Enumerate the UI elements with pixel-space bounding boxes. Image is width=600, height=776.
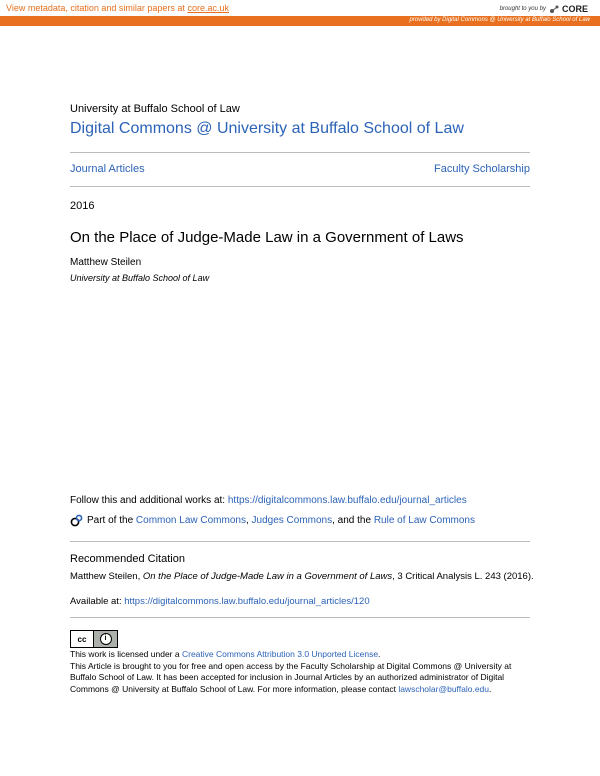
divider	[70, 152, 530, 153]
cc-license-link[interactable]: Creative Commons Attribution 3.0 Unported License	[181, 649, 379, 659]
license-prefix: This work is licensed under a	[70, 649, 182, 659]
citation-text	[70, 570, 540, 583]
faculty-scholarship-link[interactable]: Faculty Scholarship	[434, 163, 530, 175]
article-title: On the Place of Judge-Made Law in a Government of Laws	[70, 229, 464, 246]
divider	[70, 617, 530, 618]
license-text	[70, 649, 532, 695]
separator: , and the	[332, 515, 374, 526]
license-body: This Article is brought to you for free and open access by the Faculty Scholarship at Digital Commons @ University at Buffalo School of Law. It has been accepted for inclusion in Journal Articles by an authorized administrator of Digital Commons @ University at Buffalo School of Law. For more information, please contact	[70, 660, 512, 694]
available-at-label: Available at:	[70, 596, 125, 607]
license-suffix: .	[378, 649, 381, 659]
divider	[70, 186, 530, 187]
cc-logo-text: cc	[71, 631, 94, 647]
journal-articles-link[interactable]: Journal Articles	[70, 163, 145, 175]
repository-link[interactable]: Digital Commons @ University at Buffalo School of Law	[70, 120, 464, 137]
core-site-link[interactable]: core.ac.uk	[187, 3, 229, 13]
part-of-prefix: Part of the	[87, 515, 136, 526]
core-metadata-link[interactable]	[6, 3, 229, 13]
citation-source: , 3 Critical Analysis L. 243 (2016).	[392, 571, 534, 582]
attribution-icon: i	[100, 633, 112, 645]
core-link-text: View metadata, citation and similar papers at	[6, 3, 188, 13]
recommended-citation-heading: Recommended Citation	[70, 553, 185, 565]
part-of-line	[70, 514, 475, 527]
brought-by-text: brought to you by	[499, 6, 546, 12]
citation-author: Matthew Steilen,	[70, 571, 143, 582]
follow-line	[70, 495, 467, 506]
judges-commons-link[interactable]: Judges Commons	[251, 515, 333, 526]
core-brand-name: CORE	[561, 4, 588, 14]
author-name: Matthew Steilen	[70, 257, 142, 268]
common-law-commons-link[interactable]: Common Law Commons	[135, 515, 246, 526]
core-logo-icon	[549, 4, 559, 14]
publication-year: 2016	[70, 200, 95, 212]
institution-name: University at Buffalo School of Law	[70, 103, 240, 115]
creative-commons-badge-icon[interactable]	[70, 630, 118, 648]
license-end: .	[489, 683, 492, 694]
citation-availability	[70, 596, 370, 607]
divider	[70, 541, 530, 542]
rule-of-law-commons-link[interactable]: Rule of Law Commons	[373, 515, 475, 526]
follow-url-link[interactable]: https://digitalcommons.law.buffalo.edu/journal_articles	[227, 495, 467, 506]
contact-email-link[interactable]: lawscholar@buffalo.edu	[398, 683, 490, 694]
separator: ,	[245, 515, 252, 526]
citation-title: On the Place of Judge-Made Law in a Government of Laws	[142, 571, 393, 582]
follow-label: Follow this and additional works at:	[70, 495, 228, 506]
citation-url-link[interactable]: https://digitalcommons.law.buffalo.edu/journal_articles/120	[124, 596, 370, 607]
bepress-commons-icon	[70, 514, 83, 527]
provided-by-text[interactable]: provided by Digital Commons @ University at Buffalo School of Law	[409, 17, 590, 23]
author-affiliation: University at Buffalo School of Law	[70, 273, 210, 283]
core-brand[interactable]	[500, 4, 588, 14]
